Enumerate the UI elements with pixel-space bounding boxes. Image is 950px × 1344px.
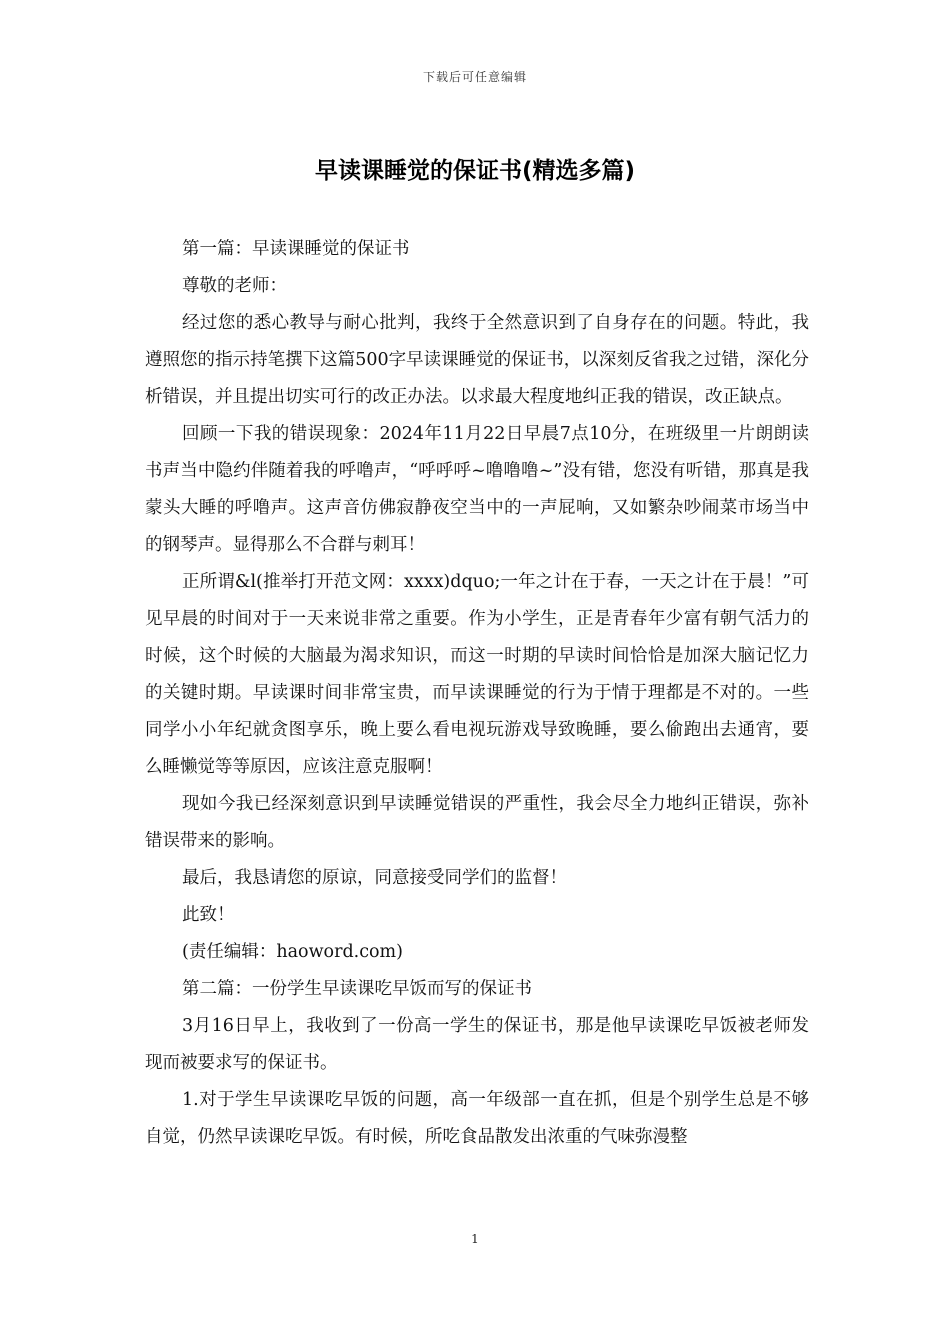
paragraph: 1.对于学生早读课吃早饭的问题，高一年级部一直在抓，但是个别学生总是不够自觉，仍然早读课吃早饭。有时候，所吃食品散发出浓重的气味弥漫整 — [145, 1090, 809, 1147]
page-number: 1 — [471, 1232, 479, 1246]
paragraph: 3月16日早上，我收到了一份高一学生的保证书，那是他早读课吃早饭被老师发现而被要求写的保证书。 — [145, 1016, 809, 1073]
editor-note: (责任编辑：haoword.com) — [182, 942, 403, 962]
paragraph: 经过您的悉心教导与耐心批判，我终于全然意识到了自身存在的问题。特此，我遵照您的指示持笔撰下这篇500字早读课睡觉的保证书，以深刻反省我之过错，深化分析错误，并且提出切实可行的改正办法。以求最大程度地纠正我的错误，改正缺点。 — [145, 313, 809, 407]
paragraph: 现如今我已经深刻意识到早读睡觉错误的严重性，我会尽全力地纠正错误，弥补错误带来的影响。 — [145, 794, 809, 851]
paragraph: 最后，我恳请您的原谅，同意接受同学们的监督！ — [182, 868, 567, 888]
document-title: 早读课睡觉的保证书(精选多篇) — [314, 158, 636, 184]
section-heading-1: 第一篇：早读课睡觉的保证书 — [182, 239, 410, 259]
salutation: 尊敬的老师： — [182, 276, 287, 296]
document-body — [145, 231, 809, 1156]
paragraph: 回顾一下我的错误现象：2024年11月22日早晨7点10分，在班级里一片朗朗读书声当中隐约伴随着我的呼噜声，“呼呼呼~噜噜噜~”没有错，您没有听错，那真是我蒙头大睡的呼噜声。这声音仿佛寂静夜空当中的一声屁响，又如繁杂吵闹菜市场当中的钢琴声。显得那么不合群与刺耳！ — [145, 424, 809, 555]
section-heading-2: 第二篇：一份学生早读课吃早饭而写的保证书 — [182, 979, 532, 999]
closing: 此致！ — [182, 905, 235, 925]
paragraph: 正所谓&l(推举打开范文网：xxxx)dquo;一年之计在于春，一天之计在于晨！”可见早晨的时间对于一天来说非常之重要。作为小学生，正是青春年少富有朝气活力的时候，这个时候的大脑最为渴求知识，而这一时期的早读时间恰恰是加深大脑记忆力的关键时期。早读课时间非常宝贵，而早读课睡觉的行为于情于理都是不对的。一些同学小小年纪就贪图享乐，晚上要么看电视玩游戏导致晚睡，要么偷跑出去通宵，要么睡懒觉等等原因，应该注意克服啊！ — [145, 572, 809, 777]
header-note: 下载后可任意编辑 — [422, 70, 527, 84]
